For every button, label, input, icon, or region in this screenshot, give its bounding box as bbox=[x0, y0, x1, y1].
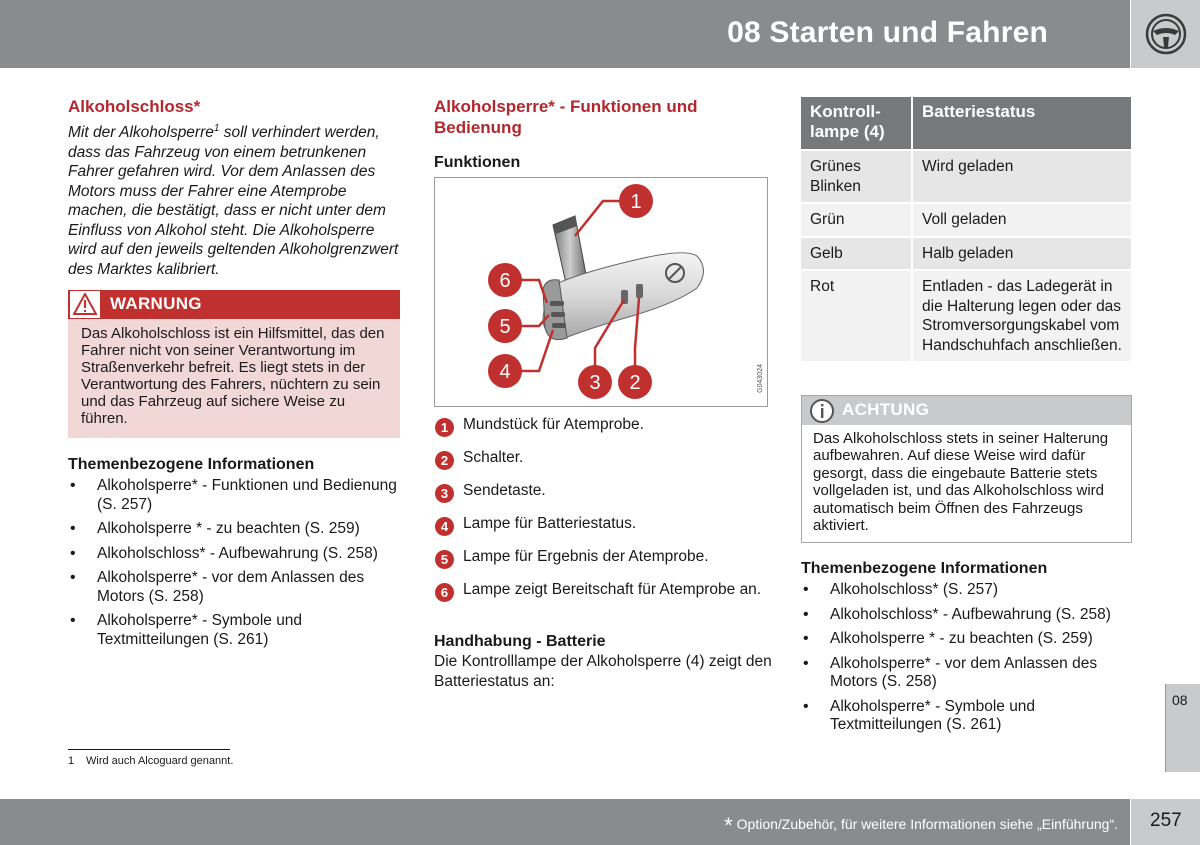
caution-box bbox=[801, 395, 1132, 543]
functions-subheading: Funktionen bbox=[434, 154, 521, 171]
table-cell: Rot bbox=[801, 270, 912, 361]
related-link[interactable]: • Alkoholsperre * - zu beachten (S. 259) bbox=[801, 630, 1135, 649]
figure-legend bbox=[434, 415, 774, 613]
legend-item bbox=[434, 514, 774, 533]
chapter-icon-box bbox=[1131, 0, 1200, 68]
table-row bbox=[801, 270, 1131, 361]
related-link[interactable]: • Alkoholschloss* - Aufbewahrung (S. 258) bbox=[68, 545, 402, 564]
device-illustration bbox=[434, 177, 768, 407]
table-row bbox=[801, 150, 1131, 203]
page-number: 257 bbox=[1150, 810, 1182, 831]
page-footer bbox=[0, 799, 1130, 845]
legend-number: 6 bbox=[435, 583, 454, 602]
related-link[interactable]: • Alkoholsperre * - zu beachten (S. 259) bbox=[68, 520, 402, 539]
legend-number: 2 bbox=[435, 451, 454, 470]
legend-item bbox=[434, 547, 774, 566]
table-cell: Halb geladen bbox=[912, 237, 1131, 271]
legend-number: 4 bbox=[435, 517, 454, 536]
footnote-number: 1 bbox=[68, 755, 75, 767]
footnote-divider bbox=[68, 749, 230, 750]
related-link[interactable]: • Alkoholsperre* - vor dem Anlassen des Motors (S. 258) bbox=[801, 655, 1135, 692]
related-link[interactable]: • Alkoholschloss* - Aufbewahrung (S. 258) bbox=[801, 606, 1135, 625]
footer-note bbox=[724, 813, 1118, 839]
legend-text: Sendetaste. bbox=[463, 482, 546, 499]
legend-item bbox=[434, 448, 774, 467]
page-number-box bbox=[1131, 799, 1200, 845]
related-link[interactable]: • Alkoholsperre* - Symbole und Textmitteilungen (S. 261) bbox=[68, 612, 402, 649]
info-icon bbox=[809, 398, 835, 424]
column-functions bbox=[434, 96, 774, 173]
related-link[interactable]: • Alkoholsperre* - Symbole und Textmitteilungen (S. 261) bbox=[801, 698, 1135, 735]
asterisk-mark: * bbox=[724, 813, 733, 838]
legend-number: 5 bbox=[435, 550, 454, 569]
warning-header bbox=[68, 290, 400, 319]
footnote bbox=[68, 755, 233, 767]
callout-1: 1 bbox=[630, 191, 642, 213]
legend-text: Mundstück für Atemprobe. bbox=[463, 416, 644, 433]
warning-icon-frame bbox=[70, 291, 100, 318]
steering-wheel-icon bbox=[1145, 13, 1187, 55]
table-header: Batteriestatus bbox=[912, 97, 1131, 150]
footnote-ref: 1 bbox=[213, 123, 220, 134]
chapter-title: 08 Starten und Fahren bbox=[727, 16, 1048, 49]
legend-text: Lampe zeigt Bereitschaft für Atemprobe an. bbox=[463, 581, 762, 598]
section-heading-alkoholschloss: Alkoholschloss* bbox=[68, 97, 201, 116]
table-header: Kontroll-lampe (4) bbox=[801, 97, 912, 150]
callout-2: 2 bbox=[629, 372, 641, 394]
caution-label: ACHTUNG bbox=[842, 400, 930, 419]
intro-text-start: Mit der Alkoholsperre bbox=[68, 124, 214, 141]
footer-note-text: Option/Zubehör, für weitere Informationen siehe „Einführung“. bbox=[736, 816, 1118, 832]
column-alkoholschloss bbox=[68, 96, 402, 279]
battery-status-table bbox=[801, 97, 1131, 361]
callout-6: 6 bbox=[499, 270, 511, 292]
warning-text: Das Alkoholschloss ist ein Hilfsmittel, das den Fahrer nicht von seiner Verantwortung im Straßenverkehr befreit. Es liegt stets in der Verantwortung des Fahrers, nüchtern zu sein und das Fahrzeug auf sichere Weise zu führen. bbox=[81, 325, 385, 427]
legend-text: Lampe für Ergebnis der Atemprobe. bbox=[463, 548, 709, 565]
table-cell: Wird geladen bbox=[912, 150, 1131, 203]
related-info-col3 bbox=[801, 559, 1135, 735]
related-link[interactable]: • Alkoholsperre* - Funktionen und Bedienung (S. 257) bbox=[68, 477, 402, 514]
warning-label: WARNUNG bbox=[110, 294, 202, 313]
related-info-col1 bbox=[68, 455, 402, 649]
page-header bbox=[0, 0, 1130, 68]
battery-section bbox=[434, 632, 774, 691]
alcolock-device-image bbox=[435, 178, 767, 406]
table-cell: Voll geladen bbox=[912, 203, 1131, 237]
legend-number: 3 bbox=[435, 484, 454, 503]
table-cell: Grün bbox=[801, 203, 912, 237]
legend-number: 1 bbox=[435, 418, 454, 437]
table-cell: Entladen - das Ladegerät in die Halterung legen oder das Stromversorgungskabel vom Handschuhfach anschließen. bbox=[912, 270, 1131, 361]
caution-header bbox=[802, 396, 1131, 425]
legend-item bbox=[434, 481, 774, 500]
related-link[interactable]: • Alkoholsperre* - vor dem Anlassen des Motors (S. 258) bbox=[68, 569, 402, 606]
chapter-tab-label: 08 bbox=[1172, 692, 1188, 708]
chapter-side-tab[interactable] bbox=[1165, 684, 1200, 772]
related-list bbox=[68, 477, 402, 649]
related-heading: Themenbezogene Informationen bbox=[68, 456, 315, 473]
table-cell: Grünes Blinken bbox=[801, 150, 912, 203]
table-cell: Gelb bbox=[801, 237, 912, 271]
section-heading-functions: Alkoholsperre* - Funktionen und Bedienung bbox=[434, 97, 698, 137]
battery-heading: Handhabung - Batterie bbox=[434, 633, 606, 650]
caution-text: Das Alkoholschloss stets in seiner Halterung aufbewahren. Auf diese Weise wird dafür gesorgt, dass die eingebaute Batterie stets vollgeladen ist, und das Alkoholschloss wird automatisch beim Öffnen des Fahrzeugs aktiviert. bbox=[813, 430, 1109, 535]
callout-5: 5 bbox=[499, 316, 511, 338]
figure-code: G043024 bbox=[757, 364, 764, 393]
table-row bbox=[801, 237, 1131, 271]
legend-item bbox=[434, 415, 774, 434]
table-row bbox=[801, 203, 1131, 237]
intro-paragraph bbox=[68, 123, 402, 279]
legend-item bbox=[434, 580, 774, 599]
related-link[interactable]: • Alkoholschloss* (S. 257) bbox=[801, 581, 1135, 600]
battery-text: Die Kontrolllampe der Alkoholsperre (4) zeigt den Batteriestatus an: bbox=[434, 653, 772, 690]
legend-text: Lampe für Batteriestatus. bbox=[463, 515, 637, 532]
intro-text-rest: soll verhindert werden, dass das Fahrzeug von einem betrunkenen Fahrer gefahren wird. Vor dem Anlassen des Motors muss der Fahrer eine Atemprobe machen, die bestätigt, dass er nicht unter dem Einfluss von Alkohol steht. Die Alkoholsperre wird auf den jeweils geltenden Alkoholgrenzwert des Marktes kalibriert. bbox=[68, 124, 399, 278]
related-heading: Themenbezogene Informationen bbox=[801, 560, 1048, 577]
callout-3: 3 bbox=[589, 372, 601, 394]
warning-box bbox=[68, 290, 400, 438]
callout-4: 4 bbox=[499, 361, 511, 383]
related-list bbox=[801, 581, 1135, 735]
legend-text: Schalter. bbox=[463, 449, 524, 466]
footnote-text: Wird auch Alcoguard genannt. bbox=[86, 755, 234, 767]
warning-triangle-icon bbox=[73, 293, 97, 315]
